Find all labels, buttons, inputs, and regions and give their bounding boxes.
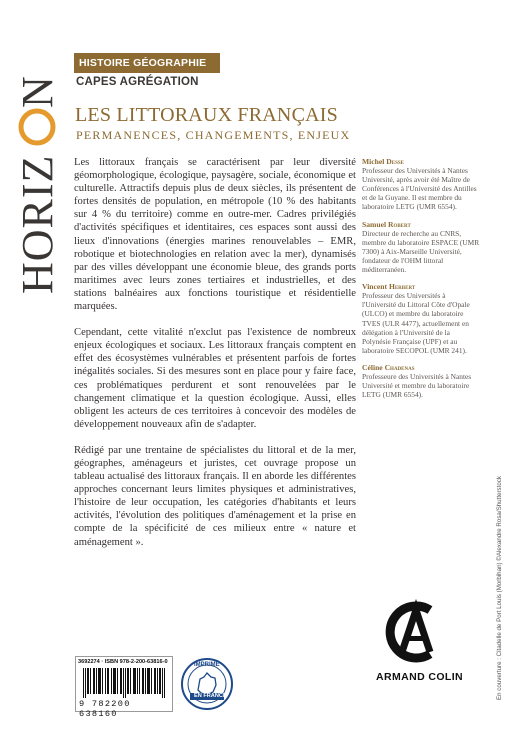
series-subtitle: CAPES AGRÉGATION — [76, 76, 199, 88]
france-map-icon — [198, 673, 216, 695]
author-name: Samuel Robert — [362, 219, 411, 229]
author-entry — [362, 363, 480, 399]
author-bio: Professeur des Universités à l'Université du Littoral Côte d'Opale (ULCO) et membre du laboratoire TVES (ULR 4477), actuellement en délégation à l'Université de la Polynésie Française (UPF) et au laboratoire SECOPOL (UMR 241). — [362, 291, 470, 355]
paragraph: Cependant, cette vitalité n'exclut pas l'existence de nombreux enjeux écologiques et sociaux. Les littoraux français comptent en effet des écosystèmes vulnérables et présentent parfois de fortes inégalités sociales. Si des mesures sont en place pour y faire face, ces problématiques perdurent et sont renouvelées par le changement climatique et la question écologique. Aussi, elles obligent les acteurs de ces territoires à concevoir des modèles de développement nouveaux afin de s'adapter. — [74, 327, 356, 430]
authors-column — [362, 157, 480, 407]
isbn-barcode — [75, 656, 173, 719]
paragraph: Les littoraux français se caractérisent par leur diversité géomorphologique, écologique, paysagère, sociale, économique et culturelle. Attractifs depuis plus de deux siècles, ils présentent de fortes densités de population, en métropole (10 % des habitants sur 4 % du territoire) comme en outre-mer. Cadres privilégiés d'activités spécifiques et identitaires, ces espaces sont aussi des lieux d'innovations (énergies marines renouvelables – EMR, robotique et biotechnologies en relation avec la mer), dynamisés par des villes développant une économie bleue, des grands ports maritimes avec leurs zones tertiaires et industrielles, et des stations balnéaires aux fonctions touristique et résidentielle marquées. — [74, 157, 356, 313]
book-subtitle: PERMANENCES, CHANGEMENTS, ENJEUX — [76, 128, 351, 142]
author-name: Céline Chadenas — [362, 362, 415, 372]
barcode-digits: 9 782200 638160 — [79, 699, 131, 719]
author-bio: Professeure des Universités à Nantes Université et membre du laboratoire LETG (UMR 6554). — [362, 371, 472, 400]
author-entry — [362, 157, 480, 212]
svg-text:N: N — [13, 76, 62, 108]
author-bio: Professeur des Universités à Nantes Université, après avoir été Maître de Conférences à l'Université des Antilles et de la Guyane. Il est membre du laboratoire LETG (UMR 6554). — [362, 166, 477, 212]
paragraph: Rédigé par une trentaine de spécialistes du littoral et de la mer, géographes, aménageurs et juristes, cet ouvrage propose un tableau actualisé des littoraux français. Il en aborde les différentes approches concernant leurs limites physiques et administratives, l'histoire de leur occupation, les catégories d'habitants et leurs activités, l'évolution des politiques d'aménagement et la prise en compte de la spécificité de ces milieux entre « nature et aménagement ». — [74, 444, 356, 548]
cover-photo-credit: En couverture : Citadelle de Port Louis (Morbihan) ©Alexandre Rosa/Shutterstock — [496, 476, 503, 700]
author-name: Michel Desse — [362, 157, 404, 166]
horizon-logo — [13, 52, 62, 296]
author-entry — [362, 282, 480, 355]
author-entry — [362, 220, 480, 275]
author-name: Vincent Herbert — [362, 282, 416, 292]
printed-in-france-stamp — [180, 657, 234, 711]
stamp-top-text: IMPRIMÉ — [194, 662, 220, 668]
publisher-name: ARMAND COLIN — [376, 671, 464, 683]
book-title: LES LITTORAUX FRANÇAIS — [75, 104, 338, 126]
armand-colin-logo-icon — [380, 600, 450, 664]
series-tag: HISTOIRE GÉOGRAPHIE — [74, 53, 220, 73]
stamp-bottom-text: EN FRANCE — [194, 693, 227, 699]
back-cover-text — [74, 156, 356, 558]
isbn-reference: 3692274 · ISBN 978-2-200-63816-0 — [78, 659, 168, 665]
svg-text:HORIZ: HORIZ — [13, 154, 62, 294]
barcode-bars — [81, 668, 167, 698]
author-bio: Directeur de recherche au CNRS, membre du laboratoire ESPACE (UMR 7300) à Aix-Marseille Université, fondateur de l'OHM littoral méditerranéen. — [362, 228, 480, 275]
